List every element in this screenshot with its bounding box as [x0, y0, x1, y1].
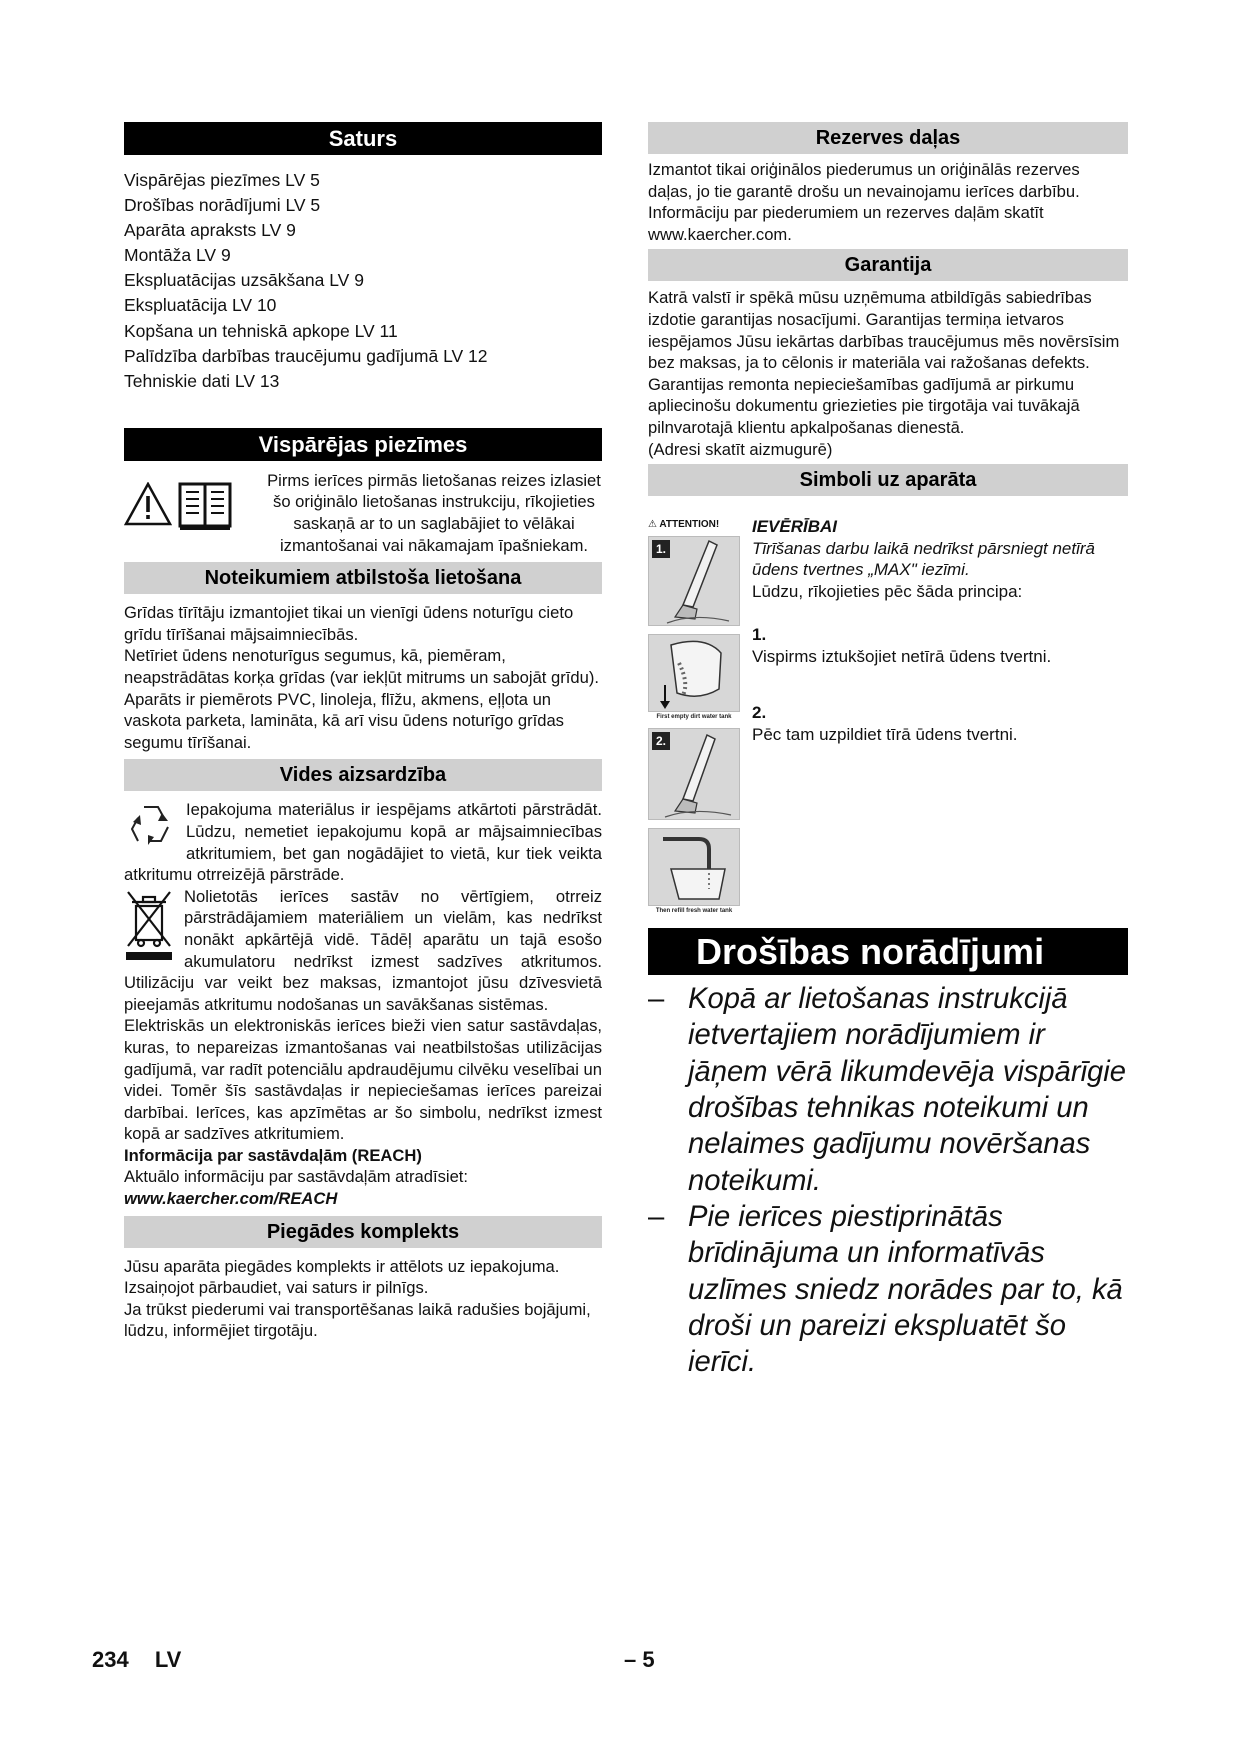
intended-use-paragraph: Grīdas tīrītāju izmantojiet tikai un vienīgi ūdens noturīgu cieto grīdu tīrīšanai mājsaimniecībās.: [124, 603, 574, 644]
scope-heading: Piegādes komplekts: [124, 1216, 602, 1248]
general-text: Pirms ierīces pirmās lietošanas reizes izlasiet šo oriģinālo lietošanas instrukciju, rīkojieties saskaņā ar to un saglabājiet to vēlākai izmantošanai vai nākamajam īpašniekam.: [267, 470, 601, 555]
reach-text: Aktuālo informāciju par sastāvdaļām atradīsiet:: [124, 1167, 469, 1187]
spare-parts-body: [648, 159, 1128, 245]
warranty-heading: Garantija: [648, 249, 1128, 281]
intended-use-body: [124, 602, 602, 753]
safety-item-text: Pie ierīces piestiprinātās brīdinājuma un informatīvās uzlīmes sniedz norādes par to, kā droši un pareizi ekspluatēt šo ierīci.: [688, 1200, 1123, 1379]
reach-title: Informācija par sastāvdaļām (REACH): [124, 1145, 422, 1165]
warning-text: Tīrīšanas darbu laikā nedrīkst pārsniegt netīrā ūdens tvertnes „MAX" iezīmi.: [752, 538, 1096, 580]
weee-text: Nolietotās ierīces sastāv no vērtīgiem, otrreiz pārstrādājamiem materiāliem un vielām, kas nedrīkst nonākt apkārtējā vidē. Tādēļ aparātu un tajā esošo akumulatoru nedrīkst izmest sadzīves atkritumos. Utilizāciju var veikt bez maksas, izmantojot jūsu dzīvesvietā pieejamās atkritumu nodošanas un savākšanas sistēmas.: [124, 886, 602, 1014]
fresh-tank-illustration: [649, 829, 740, 906]
step2-text: Pēc tam uzpildiet tīrā ūdens tvertni.: [752, 724, 1018, 744]
warranty-section: [648, 249, 1128, 460]
general-body: [124, 470, 602, 556]
intended-use-paragraph: Netīriet ūdens nenoturīgus segumus, kā, piemēram, neapstrādātas korķa grīdas (var iekļūt mitrums un sabojāt grīdu).: [124, 646, 599, 687]
attention-label: ⚠ ATTENTION!: [648, 519, 720, 531]
reach-link[interactable]: www.kaercher.com/REACH: [124, 1189, 338, 1209]
toc-item[interactable]: Drošības norādījumi LV 5: [124, 195, 321, 216]
electronics-text: Elektriskās un elektroniskās ierīces bieži vien satur sastāvdaļas, kuras, to nepareizas izmantošanas vai neatbilstošas utilizācijas gadījumā, var radīt potenciālu apdraudējumu cilvēku veselībai un videi. Tomēr šīs sastāvdaļas ir nepieciešamas ierīces pareizai darbībai. Ierīces, kas apzīmētas ar šo simbolu, nedrīkst izmest kopā ar sadzīves atkritumiem.: [124, 1016, 602, 1144]
warning-triangle-icon: [124, 482, 172, 526]
toc-item[interactable]: Montāža LV 9: [124, 245, 231, 266]
toc-item[interactable]: Palīdzība darbības traucējumu gadījumā LV 12: [124, 345, 488, 366]
intended-use-section: [124, 562, 602, 753]
spare-parts-heading: Rezerves daļas: [648, 122, 1128, 154]
toc-item[interactable]: Vispārējas piezīmes LV 5: [124, 170, 320, 190]
symbols-section: [648, 464, 1128, 916]
footer-page-number: 234 LV: [92, 1647, 182, 1672]
right-column: [648, 122, 1128, 1380]
symbols-body: [648, 516, 1128, 916]
toc-item[interactable]: Ekspluatācija LV 10: [124, 295, 277, 316]
toc-item[interactable]: Ekspluatācijas uzsākšana LV 9: [124, 270, 364, 291]
toc-item[interactable]: Aparāta apraksts LV 9: [124, 220, 296, 241]
environment-heading: Vides aizsardzība: [124, 759, 602, 791]
environment-section: [124, 759, 602, 1209]
safety-item: [648, 981, 1128, 1199]
toc-heading: Saturs: [124, 122, 602, 155]
refill-tank-caption: Then refill fresh water tank: [655, 908, 733, 915]
scope-paragraph: Jūsu aparāta piegādes komplekts ir attēlots uz iepakojuma. Izsaiņojot pārbaudiet, vai saturs ir pilnīgs.: [124, 1256, 560, 1298]
safety-heading: Drošības norādījumi: [648, 928, 1128, 975]
warranty-paragraph: (Adresi skatīt aizmugurē): [648, 439, 833, 459]
warranty-body: [648, 287, 1128, 460]
environment-body: [124, 799, 602, 1209]
symbols-illustration: [648, 516, 740, 916]
scope-paragraph: Ja trūkst piederumi vai transportēšanas laikā radušies bojājumi, lūdzu, informējiet tirgotāju.: [124, 1299, 591, 1341]
warning-triangle-icon: ⚠: [648, 519, 657, 531]
intended-use-heading: Noteikumiem atbilstoša lietošana: [124, 562, 602, 594]
weee-paragraph: [124, 886, 602, 1016]
safety-dash: –: [648, 983, 665, 1016]
recycle-text: Iepakojuma materiālus ir iespējams atkārtoti pārstrādāt. Lūdzu, nemetiet iepakojumu kopā ar mājsaimniecības atkritumiem, bet gan nogādājiet to vietā, kur tiek veikta atkritumu otrreizējā pārstrāde.: [124, 800, 602, 885]
safety-list: [648, 981, 1128, 1380]
footer-section-page: – 5: [624, 1647, 655, 1672]
empty-tank-image: [648, 634, 740, 712]
toc-list: [124, 168, 602, 394]
safety-item: [648, 1199, 1128, 1380]
warning-title: IEVĒRĪBAI: [752, 517, 838, 537]
step2-number: 2.: [752, 703, 767, 723]
principle-text: Lūdzu, rīkojieties pēc šāda principa:: [752, 581, 1023, 601]
refill-tank-image: [648, 828, 740, 906]
crossed-bin-icon: [124, 888, 176, 962]
safety-section: [648, 928, 1128, 1380]
recycle-icon: [124, 801, 178, 853]
dirt-tank-illustration: [649, 635, 740, 712]
spare-parts-section: [648, 122, 1128, 245]
toc-section: [124, 122, 602, 394]
safety-item-text: Kopā ar lietošanas instrukcijā ietvertajiem norādījumiem ir jāņem vērā likumdevēja vispārīgie drošības tehnikas noteikumi un nelaimes gadījumu novēršanas noteikumi.: [688, 983, 1127, 1197]
toc-item[interactable]: Tehniskie dati LV 13: [124, 370, 280, 391]
left-column: [124, 122, 602, 1342]
manual-book-icon: [178, 482, 232, 532]
step1-text: Vispirms iztukšojiet netīrā ūdens tvertni.: [752, 646, 1052, 666]
step1-number: 1.: [752, 625, 767, 645]
scope-body: [124, 1256, 602, 1342]
safety-dash: –: [648, 1200, 665, 1233]
read-manual-icons: [124, 470, 256, 556]
symbols-heading: Simboli uz aparāta: [648, 464, 1128, 496]
empty-tank-caption: First empty dirt water tank: [656, 714, 732, 721]
intended-use-paragraph: Aparāts ir piemērots PVC, linoleja, flīžu, akmens, eļļota un vaskota parketa, lamināta, kā arī visu ūdens noturīgo grīdas segumu tīrīšanai.: [124, 689, 564, 752]
general-heading: Vispārējas piezīmes: [124, 428, 602, 461]
symbols-text: [740, 516, 1128, 916]
spare-parts-paragraph: Izmantot tikai oriģinālos piederumus un oriģinālās rezerves daļas, jo tie garantē drošu un nevainojamu ierīces darbību.: [648, 160, 1080, 201]
toc-item[interactable]: Kopšana un tehniskā apkope LV 11: [124, 320, 398, 341]
spare-parts-paragraph: Informāciju par piederumiem un rezerves daļām skatīt www.kaercher.com.: [648, 203, 1044, 244]
recycle-paragraph: [124, 799, 602, 885]
scope-section: [124, 1216, 602, 1342]
step1-image: 1.: [648, 536, 740, 626]
step2-image: 2.: [648, 728, 740, 820]
general-section: [124, 428, 602, 556]
warranty-paragraph: Katrā valstī ir spēkā mūsu uzņēmuma atbildīgās sabiedrības izdotie garantijas nosacījumi. Garantijas termiņa ietvaros iespējamos Jūsu iekārtas darbības traucējumus mēs novērsīsim bez maksas, ja to cēlonis ir materiāla vai ražošanas defekts. Garantijas remonta nepieciešamības gadījumā ar pirkumu apliecinošu dokumentu griezieties pie tirgotāja vai tuvākajā pilnvarotajā klientu apkalpošanas dienestā.: [648, 288, 1120, 437]
